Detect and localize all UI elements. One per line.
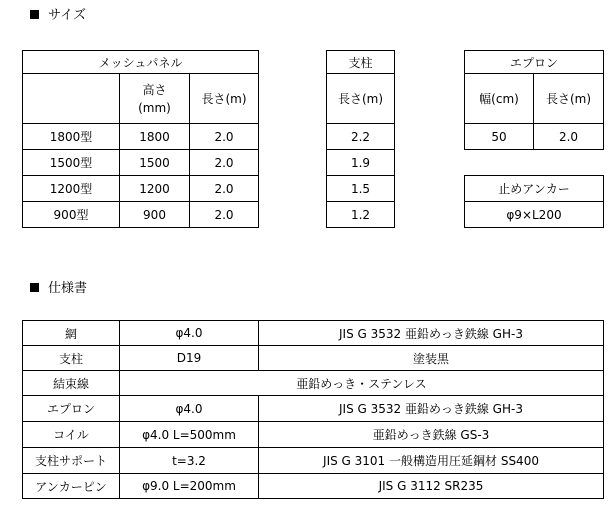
mesh-panel-table: [22, 50, 259, 228]
apron-width-header: 幅(cm): [465, 74, 534, 124]
length-column-header: 長さ(m): [190, 74, 259, 124]
mesh-panel-header: メッシュパネル: [23, 51, 259, 74]
spec-standard: JIS G 3112 SR235: [259, 474, 604, 499]
spec-item: 支柱: [23, 346, 120, 371]
size-heading-text: サイズ: [48, 8, 86, 23]
height-unit: (mm): [138, 100, 171, 115]
table-row: [23, 474, 604, 499]
table-row: [23, 124, 259, 150]
spec-size: φ4.0 L=500mm: [120, 422, 259, 448]
spec-size: D19: [120, 346, 259, 371]
spec-item: 支柱サポート: [23, 448, 120, 474]
spec-item: 網: [23, 321, 120, 346]
panel-height: 900: [120, 202, 190, 228]
post-length: 1.9: [327, 150, 395, 176]
post-length: 1.2: [327, 202, 395, 228]
spec-item: コイル: [23, 422, 120, 448]
table-row: [23, 202, 259, 228]
table-row: [23, 396, 604, 422]
apron-length-header: 長さ(m): [534, 74, 604, 124]
panel-type: 1800型: [23, 124, 120, 150]
spec-standard: 塗装黒: [259, 346, 604, 371]
spec-size: φ4.0: [120, 321, 259, 346]
spec-table: [22, 320, 604, 499]
panel-type: 1500型: [23, 150, 120, 176]
spec-item: 結束線: [23, 371, 120, 396]
height-column-header: [120, 74, 190, 124]
spec-standard: 亜鉛めっき鉄線 GS-3: [259, 422, 604, 448]
panel-length: 2.0: [190, 124, 259, 150]
post-length: 2.2: [327, 124, 395, 150]
spec-size: φ9.0 L=200mm: [120, 474, 259, 499]
apron-table: [464, 50, 604, 150]
table-row: [23, 371, 604, 396]
panel-length: 2.0: [190, 150, 259, 176]
spec-heading-text: 仕様書: [48, 281, 88, 296]
table-row: [23, 150, 259, 176]
apron-length: 2.0: [534, 124, 604, 150]
panel-length: 2.0: [190, 202, 259, 228]
post-header: 支柱: [327, 51, 395, 74]
post-length-header: 長さ(m): [327, 74, 395, 124]
table-row: [23, 448, 604, 474]
anchor-value: φ9×L200: [465, 202, 604, 228]
spec-standard: JIS G 3101 一般構造用圧延鋼材 SS400: [259, 448, 604, 474]
anchor-table: [464, 175, 604, 228]
spec-standard: JIS G 3532 亜鉛めっき鉄線 GH-3: [259, 321, 604, 346]
panel-height: 1500: [120, 150, 190, 176]
size-heading: [30, 4, 86, 23]
panel-type: 900型: [23, 202, 120, 228]
spec-standard: JIS G 3532 亜鉛めっき鉄線 GH-3: [259, 396, 604, 422]
spec-item: エプロン: [23, 396, 120, 422]
spec-size: φ4.0: [120, 396, 259, 422]
table-row: [23, 422, 604, 448]
post-table: [326, 50, 395, 228]
panel-height: 1800: [120, 124, 190, 150]
table-row: [23, 346, 604, 371]
table-row: [23, 176, 259, 202]
panel-height: 1200: [120, 176, 190, 202]
height-label: 高さ: [142, 82, 167, 97]
empty-cell: [23, 74, 120, 124]
spec-size: t=3.2: [120, 448, 259, 474]
panel-type: 1200型: [23, 176, 120, 202]
spec-item: アンカーピン: [23, 474, 120, 499]
anchor-header: 止めアンカー: [465, 176, 604, 202]
panel-length: 2.0: [190, 176, 259, 202]
apron-width: 50: [465, 124, 534, 150]
spec-merged: 亜鉛めっき・ステンレス: [120, 371, 604, 396]
post-length: 1.5: [327, 176, 395, 202]
spec-heading: [30, 277, 87, 296]
square-bullet-icon: [30, 283, 39, 292]
apron-header: エプロン: [465, 51, 604, 74]
table-row: [23, 321, 604, 346]
square-bullet-icon: [30, 10, 39, 19]
